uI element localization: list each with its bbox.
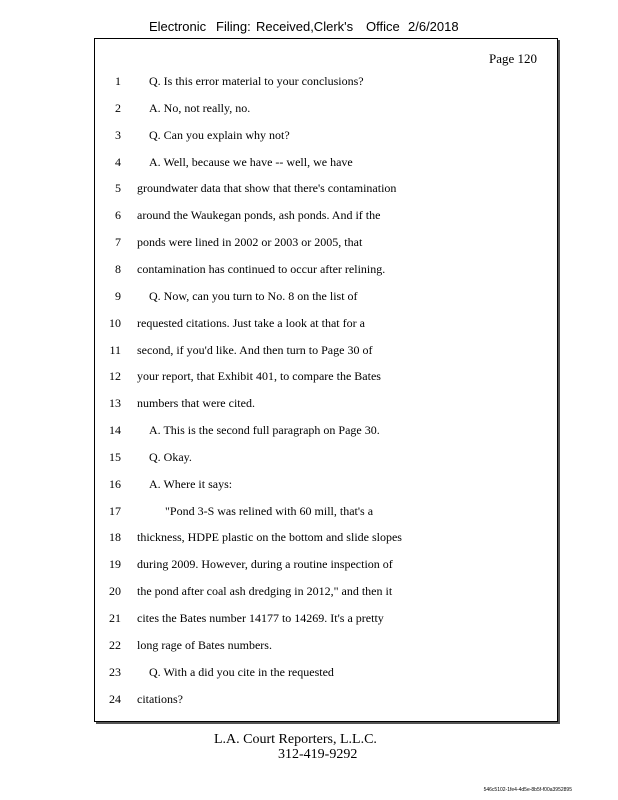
transcript-line [95,608,557,628]
line-number: 5 [115,181,121,196]
line-number: 8 [115,261,121,276]
transcript-line [95,420,557,440]
line-number: 19 [109,557,121,572]
line-text: A. No, not really, no. [149,100,251,115]
transcript-line [95,447,557,467]
line-number: 16 [109,476,121,491]
filing-word-electronic: Electronic [149,19,207,34]
line-text: requested citations. Just take a look at that for a [137,315,365,330]
transcript-line [95,178,557,198]
line-number: 12 [109,369,121,384]
line-number: 6 [115,208,121,223]
line-number: 4 [115,154,121,169]
transcript-line [95,366,557,386]
reporter-phone: 312-419-9292 [278,747,358,762]
line-number: 22 [109,637,121,652]
line-text: citations? [137,691,183,706]
line-text: long rage of Bates numbers. [137,637,272,652]
transcript-line [95,259,557,279]
line-text: second, if you'd like. And then turn to Page 30 of [137,342,373,357]
reporter-company: L.A. Court Reporters, L.L.C. [214,732,377,747]
line-text: contamination has continued to occur after relining. [137,261,386,276]
line-text: around the Waukegan ponds, ash ponds. And if the [137,208,381,223]
line-number: 15 [109,449,121,464]
transcript-line [95,125,557,145]
line-text: Q. Okay. [149,449,192,464]
transcript-line [95,71,557,91]
line-number: 7 [115,235,121,250]
transcript-page [94,38,558,722]
transcript-line [95,689,557,709]
line-number: 20 [109,584,121,599]
line-text: Q. Can you explain why not? [149,127,290,142]
line-text: your report, that Exhibit 401, to compare the Bates [137,369,381,384]
line-number: 9 [115,288,121,303]
line-number: 3 [115,127,121,142]
line-text: numbers that were cited. [137,396,255,411]
transcript-line [95,232,557,252]
filing-word-received: Received,Clerk's [256,19,354,34]
line-text: A. Well, because we have -- well, we have [149,154,353,169]
line-number: 10 [109,315,121,330]
transcript-line [95,205,557,225]
line-number: 2 [115,100,121,115]
line-text: A. Where it says: [149,476,233,491]
filing-word-office: Office [366,19,400,34]
line-number: 13 [109,396,121,411]
line-number: 23 [109,664,121,679]
line-number: 17 [109,503,121,518]
document-hash: 546c5102-1fe4-4d5e-8b5f-f00a3952895 [483,787,572,793]
line-number: 21 [109,611,121,625]
line-text: "Pond 3-S was relined with 60 mill, that's a [165,503,374,518]
line-text: Q. Now, can you turn to No. 8 on the list of [149,288,358,303]
transcript-line [95,527,557,547]
transcript-line [95,474,557,494]
transcript-line [95,501,557,521]
line-number: 1 [115,74,121,88]
filing-word-filing: Filing: [216,19,251,34]
transcript-line [95,635,557,655]
transcript-line [95,554,557,574]
page-number: Page 120 [488,51,537,66]
filing-date: 2/6/2018 [408,19,459,34]
line-number: 14 [109,423,121,438]
line-number: 24 [109,691,121,706]
transcript-line [95,98,557,118]
line-text: thickness, HDPE plastic on the bottom and slide slopes [137,530,402,545]
line-text: Q. With a did you cite in the requested [149,664,334,679]
transcript-line [95,313,557,333]
transcript-line [95,286,557,306]
transcript-line [95,662,557,682]
line-number: 18 [109,530,121,545]
line-text: A. This is the second full paragraph on Page 30. [149,423,380,438]
line-text: ponds were lined in 2002 or 2003 or 2005, that [137,235,363,250]
line-number: 11 [109,342,121,357]
line-text: during 2009. However, during a routine inspection of [137,557,393,572]
transcript-line [95,152,557,172]
transcript-line [95,581,557,601]
line-text: cites the Bates number 14177 to 14269. It's a pretty [137,611,384,625]
line-text: the pond after coal ash dredging in 2012," and then it [137,584,393,599]
transcript-line [95,340,557,360]
transcript-line [95,393,557,413]
line-text: groundwater data that show that there's contamination [137,181,397,196]
line-text: Q. Is this error material to your conclusions? [149,74,364,88]
